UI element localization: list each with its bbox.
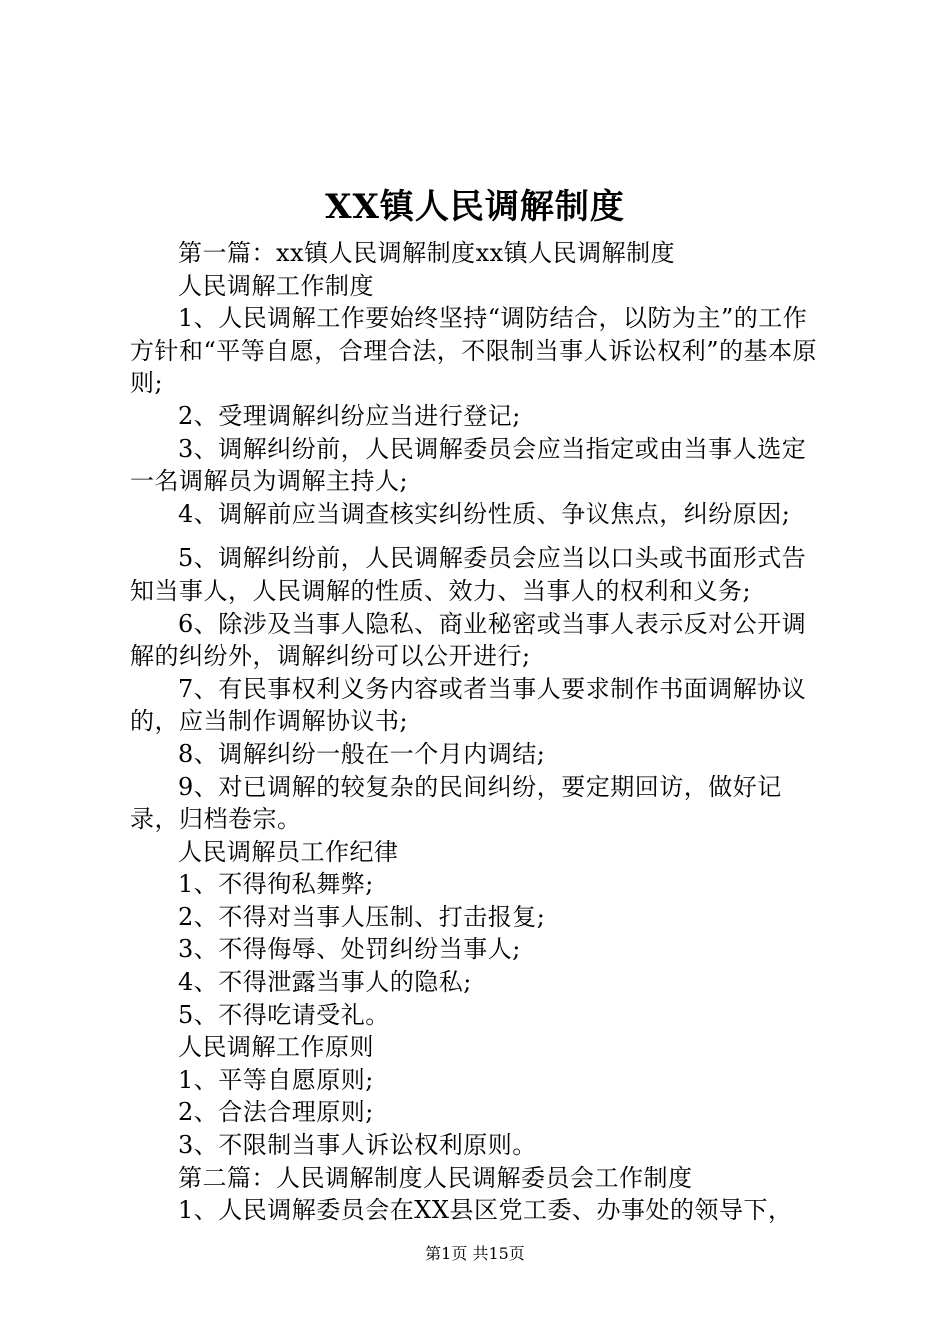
paragraph: 第一篇：xx镇人民调解制度xx镇人民调解制度 xyxy=(178,239,676,267)
paragraph: 6、除涉及当事人隐私、商业秘密或当事人表示反对公开调解的纠纷外，调解纠纷可以公开进行; xyxy=(130,609,807,671)
paragraph: 1、人民调解工作要始终坚持“调防结合，以防为主”的工作方针和“平等自愿，合理合法，不限制当事人诉讼权利”的基本原则; xyxy=(130,304,818,398)
paragraph: 4、调解前应当调查核实纠纷性质、争议焦点，纠纷原因; xyxy=(178,499,791,528)
paragraph: 3、调解纠纷前，人民调解委员会应当指定或由当事人选定一名调解员为调解主持人; xyxy=(130,434,807,496)
paragraph: 9、对已调解的较复杂的民间纠纷，要定期回访，做好记录，归档卷宗。 xyxy=(130,772,782,834)
paragraph: 2、受理调解纠纷应当进行登记; xyxy=(178,401,521,430)
paragraph: 第二篇：人民调解制度人民调解委员会工作制度 xyxy=(178,1163,693,1192)
paragraph: 8、调解纠纷一般在一个月内调结; xyxy=(178,739,546,768)
paragraph: 1、人民调解委员会在XX县区党工委、办事处的领导下， xyxy=(178,1196,793,1225)
paragraph: 2、合法合理原则; xyxy=(178,1098,374,1127)
paragraph: 2、不得对当事人压制、打击报复; xyxy=(178,902,546,931)
paragraph: 7、有民事权利义务内容或者当事人要求制作书面调解协议的，应当制作调解协议书; xyxy=(130,674,807,736)
paragraph: 5、调解纠纷前，人民调解委员会应当以口头或书面形式告知当事人，人民调解的性质、效力、当事人的权利和义务; xyxy=(130,544,807,605)
paragraph: 1、平等自愿原则; xyxy=(178,1065,374,1094)
section-heading: 人民调解工作原则 xyxy=(178,1033,374,1062)
paragraph: 3、不限制当事人诉讼权利原则。 xyxy=(178,1131,537,1160)
paragraph: 1、不得徇私舞弊; xyxy=(178,870,374,899)
document-body xyxy=(130,237,830,1227)
document-title: XX镇人民调解制度 xyxy=(325,187,625,227)
paragraph: 4、不得泄露当事人的隐私; xyxy=(178,968,472,997)
paragraph: 5、不得吃请受礼。 xyxy=(178,1000,390,1029)
section-heading: 人民调解员工作纪律 xyxy=(178,837,399,866)
section-heading: 人民调解工作制度 xyxy=(178,271,374,300)
paragraph: 3、不得侮辱、处罚纠纷当事人; xyxy=(178,935,521,964)
page-number-footer: 第1页 共15页 xyxy=(425,1244,525,1263)
